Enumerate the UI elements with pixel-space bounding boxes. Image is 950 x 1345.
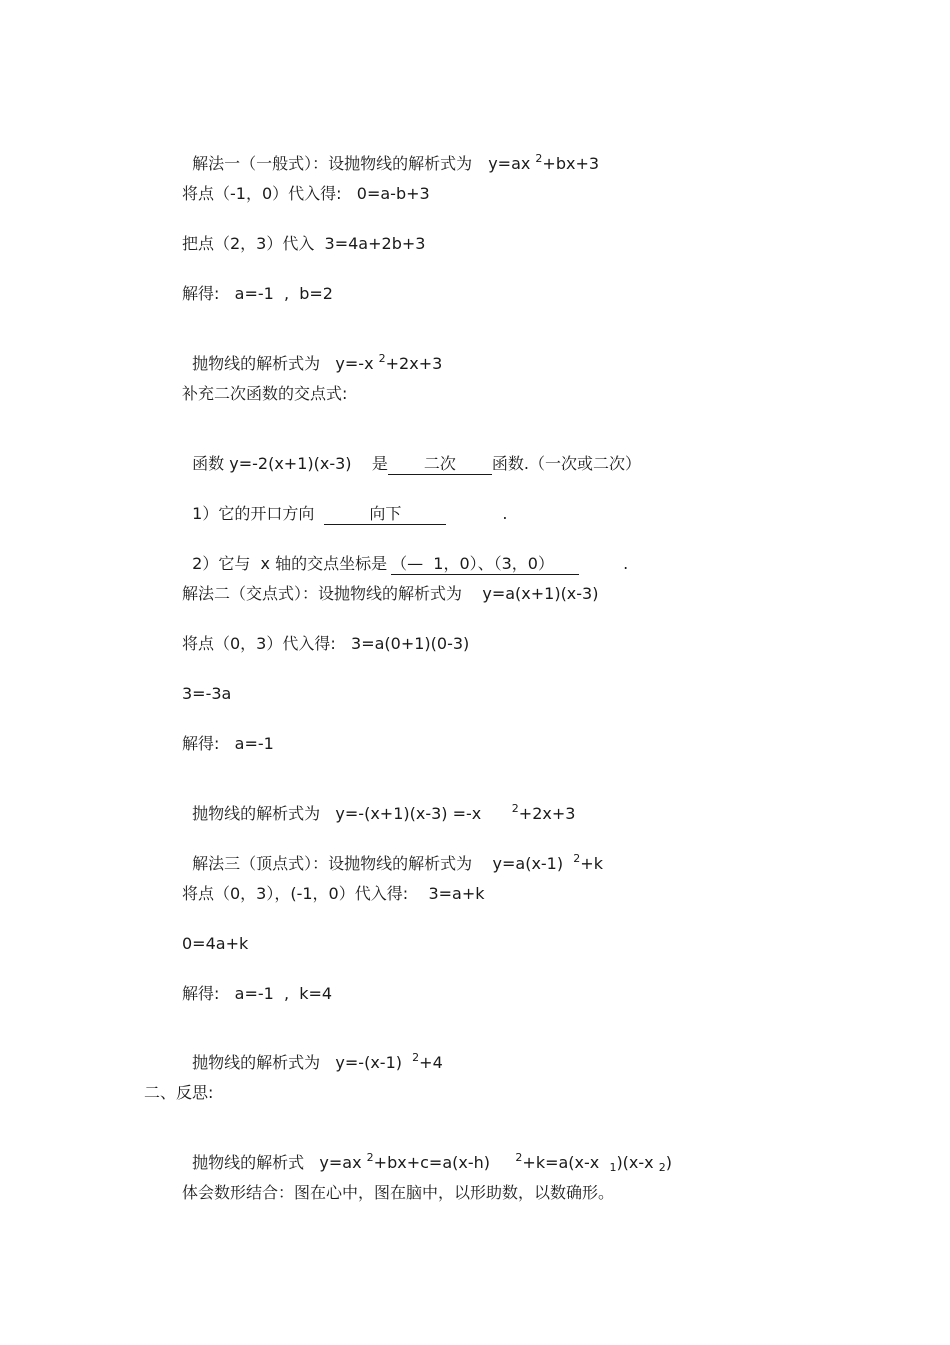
- method1-result-a: 抛物线的解析式为 y=-x: [192, 354, 379, 373]
- method3-result-b: +4: [419, 1053, 443, 1072]
- method3-result-line: [182, 1033, 443, 1073]
- reflection-sup2: 2: [515, 1151, 523, 1164]
- reflection-formula-b: +bx+c=a(x-h): [373, 1153, 516, 1172]
- method1-formula-b: +bx+3: [542, 154, 600, 173]
- supplement-q2-prefix: 2）它与 x 轴的交点坐标是: [192, 554, 388, 573]
- supplement-q-prefix: 函数 y=-2(x+1)(x-3) 是: [192, 454, 388, 473]
- method3-intro-sup: 2: [573, 852, 581, 865]
- supplement-q-blank: 二次: [388, 454, 492, 475]
- method3-intro-line: [182, 834, 603, 874]
- supplement-q-suffix: 函数.（一次或二次）: [491, 454, 641, 473]
- method3-step2: 0=4a+k: [182, 934, 249, 953]
- method2-solve: 解得: a=-1: [182, 734, 274, 753]
- method2-step2: 3=-3a: [182, 684, 232, 703]
- method1-formula-sup: 2: [535, 152, 543, 165]
- method3-intro-a: 解法三（顶点式）：设抛物线的解析式为 y=a(x-1): [192, 854, 574, 873]
- reflection-formula-e: ): [665, 1153, 672, 1172]
- method3-result-sup: 2: [412, 1051, 420, 1064]
- method1-step2: 把点（2，3）代入 3=4a+2b+3: [182, 234, 426, 253]
- method3-solve: 解得: a=-1 , k=4: [182, 984, 333, 1003]
- reflection-summary: 体会数形结合：图在心中，图在脑中，以形助数，以数确形。: [182, 1183, 615, 1202]
- method1-result-sup: 2: [378, 352, 386, 365]
- method3-result-a: 抛物线的解析式为 y=-(x-1): [192, 1053, 413, 1072]
- reflection-formula-c: +k=a(x-x: [522, 1153, 610, 1172]
- method1-result-line: [182, 334, 442, 374]
- reflection-sub1: 1: [609, 1161, 617, 1174]
- supplement-q1: [182, 484, 507, 525]
- supplement-title: 补充二次函数的交点式:: [182, 384, 348, 403]
- supplement-q2: [182, 534, 628, 575]
- method3-step1: 将点（0，3），(-1，0）代入得: 3=a+k: [182, 884, 485, 903]
- method1-intro: 解法一（一般式）：设抛物线的解析式为: [192, 154, 473, 173]
- method2-intro: 解法二（交点式）：设抛物线的解析式为 y=a(x+1)(x-3): [182, 584, 599, 603]
- method1-step1: 将点（-1，0）代入得: 0=a-b+3: [182, 184, 430, 203]
- method2-result-line: [182, 784, 575, 824]
- supplement-q2-end: .: [623, 554, 629, 573]
- reflection-formula-a: 抛物线的解析式 y=ax: [192, 1153, 367, 1172]
- method2-step1: 将点（0，3）代入得: 3=a(0+1)(0-3): [182, 634, 470, 653]
- method2-result-b: +2x+3: [518, 804, 576, 823]
- reflection-sup1: 2: [366, 1151, 374, 1164]
- method1-formula-a: y=ax: [488, 154, 536, 173]
- method3-intro-b: +k: [580, 854, 603, 873]
- supplement-q1-blank: 向下: [324, 504, 446, 525]
- supplement-question: [182, 434, 641, 475]
- supplement-q1-end: .: [502, 504, 508, 523]
- method1-result-b: +2x+3: [385, 354, 443, 373]
- reflection-sub2: 2: [658, 1161, 666, 1174]
- method2-result-a: 抛物线的解析式为 y=-(x+1)(x-3) =-x: [192, 804, 512, 823]
- supplement-q2-blank: （— 1，0）、（3，0）: [391, 554, 579, 575]
- method2-result-sup: 2: [511, 802, 519, 815]
- supplement-q1-prefix: 1）它的开口方向: [192, 504, 315, 523]
- reflection-heading: 二、反思:: [144, 1083, 214, 1102]
- reflection-formula: [182, 1133, 672, 1173]
- reflection-formula-d: )(x-x: [616, 1153, 659, 1172]
- method1-intro-line: [182, 134, 599, 174]
- method1-solve: 解得: a=-1 , b=2: [182, 284, 333, 303]
